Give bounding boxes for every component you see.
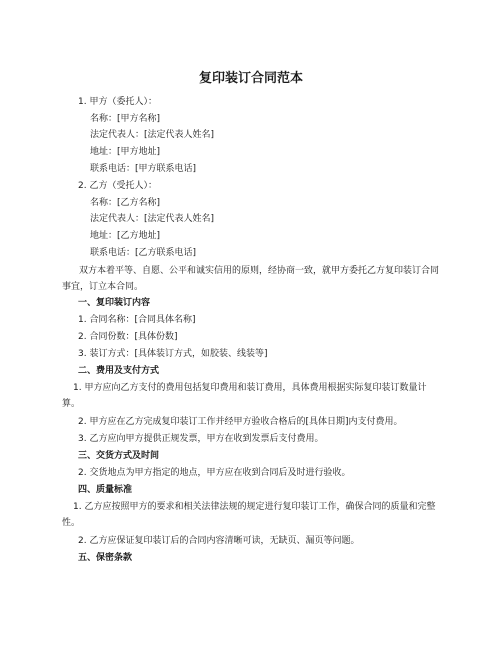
section-1-heading: 一、复印装订内容 — [78, 298, 151, 308]
section-4-item: 2. 乙方应保证复印装订后的合同内容清晰可读，无缺页、漏页等问题。 — [78, 536, 360, 546]
party-b-heading: 2. 乙方（受托人）： — [78, 181, 157, 191]
section-2-item: 3. 乙方应向甲方提供正规发票，甲方在收到发票后支付费用。 — [78, 434, 324, 444]
party-b-phone: 联系电话：[乙方联系电话] — [90, 248, 197, 258]
section-2-heading: 二、费用及支付方式 — [78, 366, 160, 376]
party-a-phone: 联系电话：[甲方联系电话] — [90, 164, 197, 174]
section-1-item: 2. 合同份数：[具体份数] — [78, 332, 178, 342]
party-b-representative: 法定代表人：[法定代表人姓名] — [90, 214, 215, 224]
section-4-heading: 四、质量标准 — [78, 485, 133, 495]
intro-paragraph: 双方本着平等、自愿、公平和诚实信用的原则，经协商一致，就甲方委托乙方复印装订合同事宜，订立本合同。 — [62, 266, 440, 292]
section-2-item: 1. 甲方应向乙方支付的费用包括复印费用和装订费用，具体费用根据实际复印装订数量计算。 — [62, 383, 427, 409]
section-3-item: 2. 交货地点为甲方指定的地点，甲方应在收到合同后及时进行验收。 — [78, 468, 351, 478]
party-a-name: 名称：[甲方名称] — [90, 114, 161, 124]
section-1-item: 1. 合同名称：[合同具体名称] — [78, 315, 196, 325]
section-4-item: 1. 乙方应按照甲方的要求和相关法律法规的规定进行复印装订工作，确保合同的质量和完整性。 — [62, 502, 436, 528]
party-b-address: 地址：[乙方地址] — [90, 231, 161, 241]
section-5-heading: 五、保密条款 — [78, 553, 133, 563]
party-a-heading: 1. 甲方（委托人）： — [78, 97, 157, 107]
section-3-heading: 三、交货方式及时间 — [78, 451, 160, 461]
party-b-name: 名称：[乙方名称] — [90, 198, 161, 208]
party-a-representative: 法定代表人：[法定代表人姓名] — [90, 130, 215, 140]
section-2-item: 2. 甲方应在乙方完成复印装订工作并经甲方验收合格后的[具体日期]内支付费用。 — [78, 417, 403, 427]
document-title: 复印装订合同范本 — [198, 71, 303, 86]
section-1-item: 3. 装订方式：[具体装订方式，如胶装、线装等] — [78, 349, 268, 359]
party-a-address: 地址：[甲方地址] — [90, 147, 161, 157]
